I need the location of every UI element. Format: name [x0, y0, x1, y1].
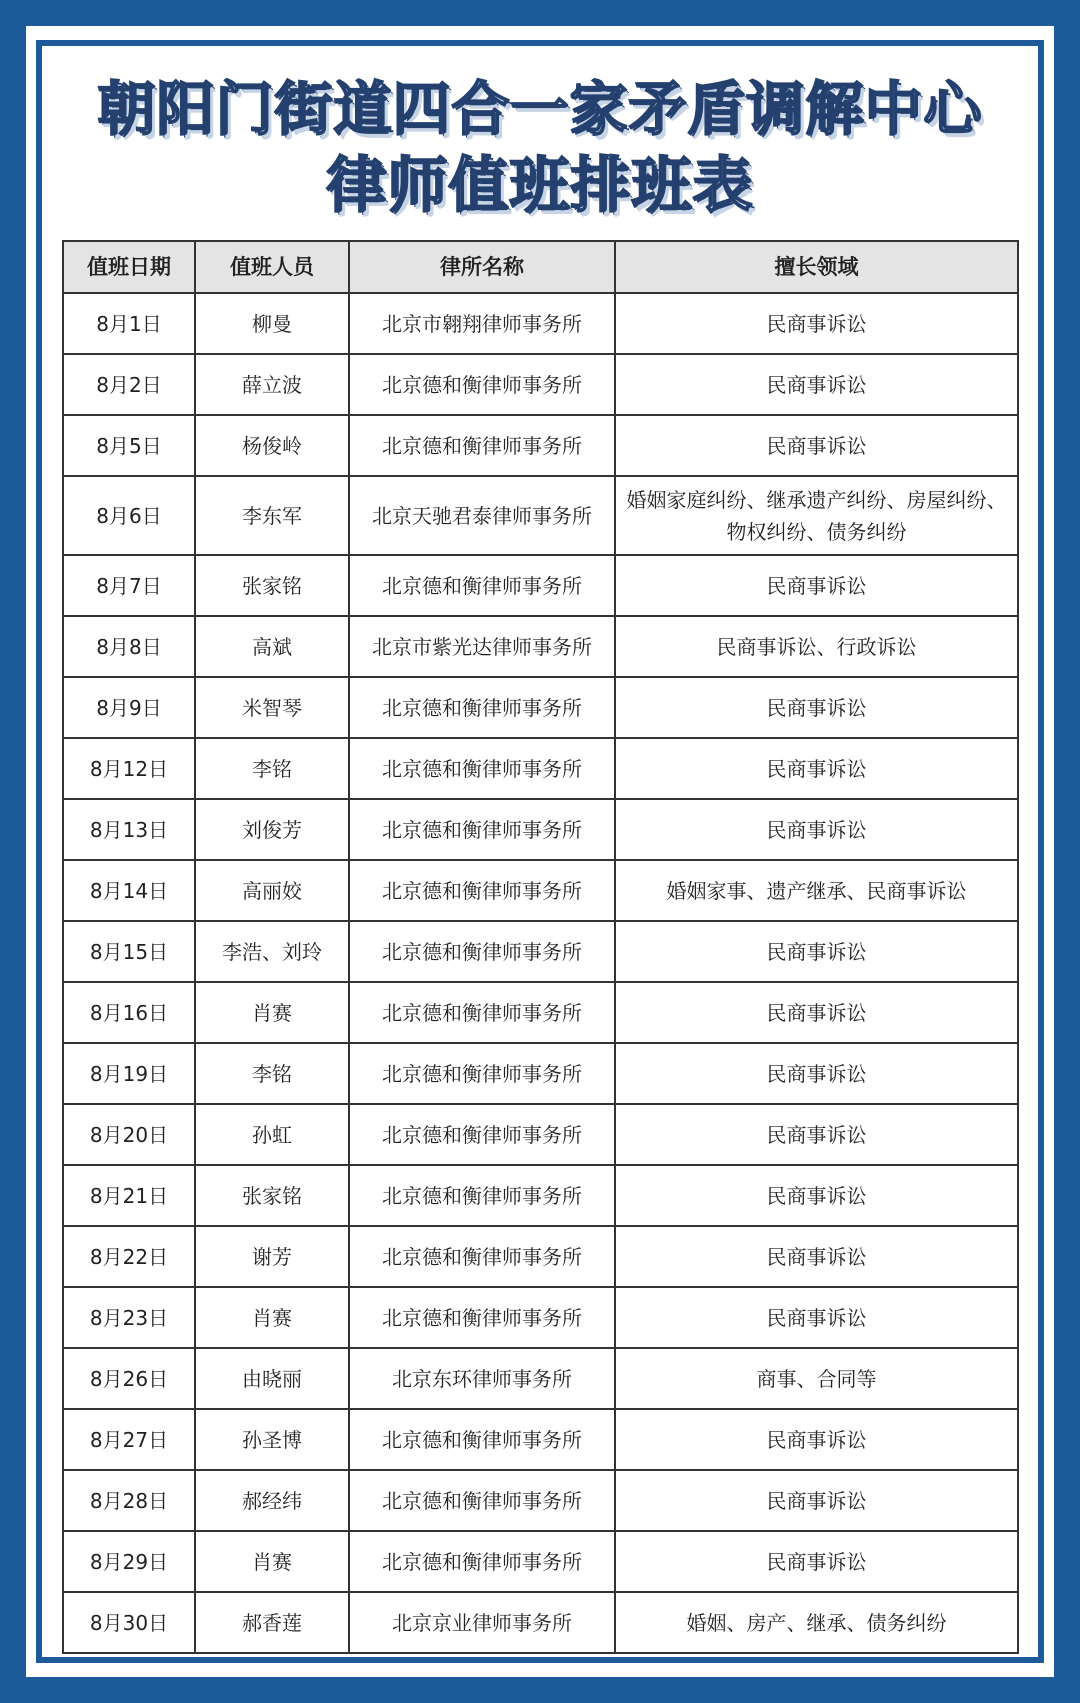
cell-firm: 北京德和衡律师事务所 [349, 415, 615, 476]
cell-name: 郝经纬 [195, 1470, 349, 1531]
table-header-row [63, 241, 1018, 293]
cell-firm: 北京东环律师事务所 [349, 1348, 615, 1409]
cell-name: 张家铭 [195, 555, 349, 616]
table-row [63, 1592, 1018, 1653]
cell-date: 8月14日 [63, 860, 195, 921]
table-row [63, 860, 1018, 921]
table-row [63, 616, 1018, 677]
cell-firm: 北京市紫光达律师事务所 [349, 616, 615, 677]
table-row [63, 1531, 1018, 1592]
cell-name: 由晓丽 [195, 1348, 349, 1409]
cell-firm: 北京德和衡律师事务所 [349, 677, 615, 738]
cell-firm: 北京德和衡律师事务所 [349, 982, 615, 1043]
cell-date: 8月28日 [63, 1470, 195, 1531]
table-row [63, 1287, 1018, 1348]
cell-area: 民商事诉讼 [615, 677, 1018, 738]
cell-date: 8月9日 [63, 677, 195, 738]
cell-area: 民商事诉讼 [615, 1226, 1018, 1287]
cell-area: 民商事诉讼 [615, 415, 1018, 476]
cell-date: 8月6日 [63, 476, 195, 555]
cell-name: 张家铭 [195, 1165, 349, 1226]
cell-area: 民商事诉讼 [615, 1531, 1018, 1592]
page-title-line-2: 律师值班排班表 [326, 151, 754, 221]
cell-name: 孙虹 [195, 1104, 349, 1165]
table-row [63, 293, 1018, 354]
cell-name: 刘俊芳 [195, 799, 349, 860]
cell-firm: 北京德和衡律师事务所 [349, 738, 615, 799]
cell-area: 民商事诉讼 [615, 555, 1018, 616]
cell-firm: 北京德和衡律师事务所 [349, 1409, 615, 1470]
cell-date: 8月27日 [63, 1409, 195, 1470]
cell-date: 8月30日 [63, 1592, 195, 1653]
cell-area: 民商事诉讼 [615, 1287, 1018, 1348]
table-row [63, 921, 1018, 982]
cell-firm: 北京德和衡律师事务所 [349, 1165, 615, 1226]
cell-area: 民商事诉讼 [615, 1043, 1018, 1104]
header-law-firm: 律所名称 [349, 241, 615, 293]
table-row [63, 799, 1018, 860]
table-row [63, 677, 1018, 738]
cell-firm: 北京德和衡律师事务所 [349, 1226, 615, 1287]
page-title-line-1: 朝阳门街道四合一家矛盾调解中心 [97, 75, 983, 143]
header-specialty: 擅长领域 [615, 241, 1018, 293]
cell-date: 8月2日 [63, 354, 195, 415]
cell-area: 民商事诉讼 [615, 1409, 1018, 1470]
cell-name: 肖赛 [195, 1287, 349, 1348]
cell-name: 谢芳 [195, 1226, 349, 1287]
table-row [63, 476, 1018, 555]
cell-area: 民商事诉讼 [615, 1104, 1018, 1165]
cell-name: 李铭 [195, 1043, 349, 1104]
cell-area: 婚姻家庭纠纷、继承遗产纠纷、房屋纠纷、物权纠纷、债务纠纷 [615, 476, 1018, 555]
cell-name: 柳曼 [195, 293, 349, 354]
cell-name: 郝香莲 [195, 1592, 349, 1653]
cell-area: 民商事诉讼 [615, 921, 1018, 982]
cell-firm: 北京德和衡律师事务所 [349, 555, 615, 616]
table-row [63, 1348, 1018, 1409]
cell-name: 米智琴 [195, 677, 349, 738]
table-row [63, 1104, 1018, 1165]
cell-firm: 北京德和衡律师事务所 [349, 354, 615, 415]
table-row [63, 555, 1018, 616]
cell-date: 8月20日 [63, 1104, 195, 1165]
cell-area: 民商事诉讼 [615, 1165, 1018, 1226]
cell-name: 李铭 [195, 738, 349, 799]
cell-name: 高斌 [195, 616, 349, 677]
cell-area: 婚姻家事、遗产继承、民商事诉讼 [615, 860, 1018, 921]
table-row [63, 354, 1018, 415]
cell-area: 民商事诉讼 [615, 738, 1018, 799]
cell-date: 8月21日 [63, 1165, 195, 1226]
duty-schedule-table [62, 240, 1019, 1654]
cell-area: 民商事诉讼 [615, 354, 1018, 415]
cell-date: 8月7日 [63, 555, 195, 616]
cell-date: 8月16日 [63, 982, 195, 1043]
cell-firm: 北京德和衡律师事务所 [349, 1043, 615, 1104]
cell-date: 8月8日 [63, 616, 195, 677]
cell-name: 孙圣博 [195, 1409, 349, 1470]
cell-firm: 北京德和衡律师事务所 [349, 1470, 615, 1531]
cell-date: 8月12日 [63, 738, 195, 799]
cell-area: 民商事诉讼 [615, 982, 1018, 1043]
cell-firm: 北京市翱翔律师事务所 [349, 293, 615, 354]
cell-firm: 北京德和衡律师事务所 [349, 860, 615, 921]
cell-name: 薛立波 [195, 354, 349, 415]
cell-firm: 北京德和衡律师事务所 [349, 1287, 615, 1348]
cell-firm: 北京天驰君泰律师事务所 [349, 476, 615, 555]
cell-date: 8月15日 [63, 921, 195, 982]
cell-name: 李东军 [195, 476, 349, 555]
table-row [63, 1409, 1018, 1470]
table-row [63, 415, 1018, 476]
cell-area: 民商事诉讼、行政诉讼 [615, 616, 1018, 677]
cell-date: 8月29日 [63, 1531, 195, 1592]
cell-firm: 北京德和衡律师事务所 [349, 921, 615, 982]
cell-area: 民商事诉讼 [615, 1470, 1018, 1531]
cell-date: 8月13日 [63, 799, 195, 860]
cell-firm: 北京德和衡律师事务所 [349, 799, 615, 860]
table-row [63, 738, 1018, 799]
cell-area: 婚姻、房产、继承、债务纠纷 [615, 1592, 1018, 1653]
header-duty-date: 值班日期 [63, 241, 195, 293]
cell-area: 民商事诉讼 [615, 293, 1018, 354]
cell-name: 杨俊岭 [195, 415, 349, 476]
cell-date: 8月5日 [63, 415, 195, 476]
table-row [63, 1226, 1018, 1287]
cell-date: 8月22日 [63, 1226, 195, 1287]
cell-name: 肖赛 [195, 982, 349, 1043]
cell-area: 商事、合同等 [615, 1348, 1018, 1409]
cell-date: 8月19日 [63, 1043, 195, 1104]
cell-date: 8月23日 [63, 1287, 195, 1348]
cell-name: 肖赛 [195, 1531, 349, 1592]
cell-name: 李浩、刘玲 [195, 921, 349, 982]
cell-date: 8月1日 [63, 293, 195, 354]
cell-firm: 北京德和衡律师事务所 [349, 1104, 615, 1165]
cell-area: 民商事诉讼 [615, 799, 1018, 860]
cell-firm: 北京京业律师事务所 [349, 1592, 615, 1653]
cell-date: 8月26日 [63, 1348, 195, 1409]
table-row [63, 1165, 1018, 1226]
table-row [63, 982, 1018, 1043]
cell-firm: 北京德和衡律师事务所 [349, 1531, 615, 1592]
table-row [63, 1470, 1018, 1531]
table-row [63, 1043, 1018, 1104]
cell-name: 高丽姣 [195, 860, 349, 921]
header-duty-person: 值班人员 [195, 241, 349, 293]
